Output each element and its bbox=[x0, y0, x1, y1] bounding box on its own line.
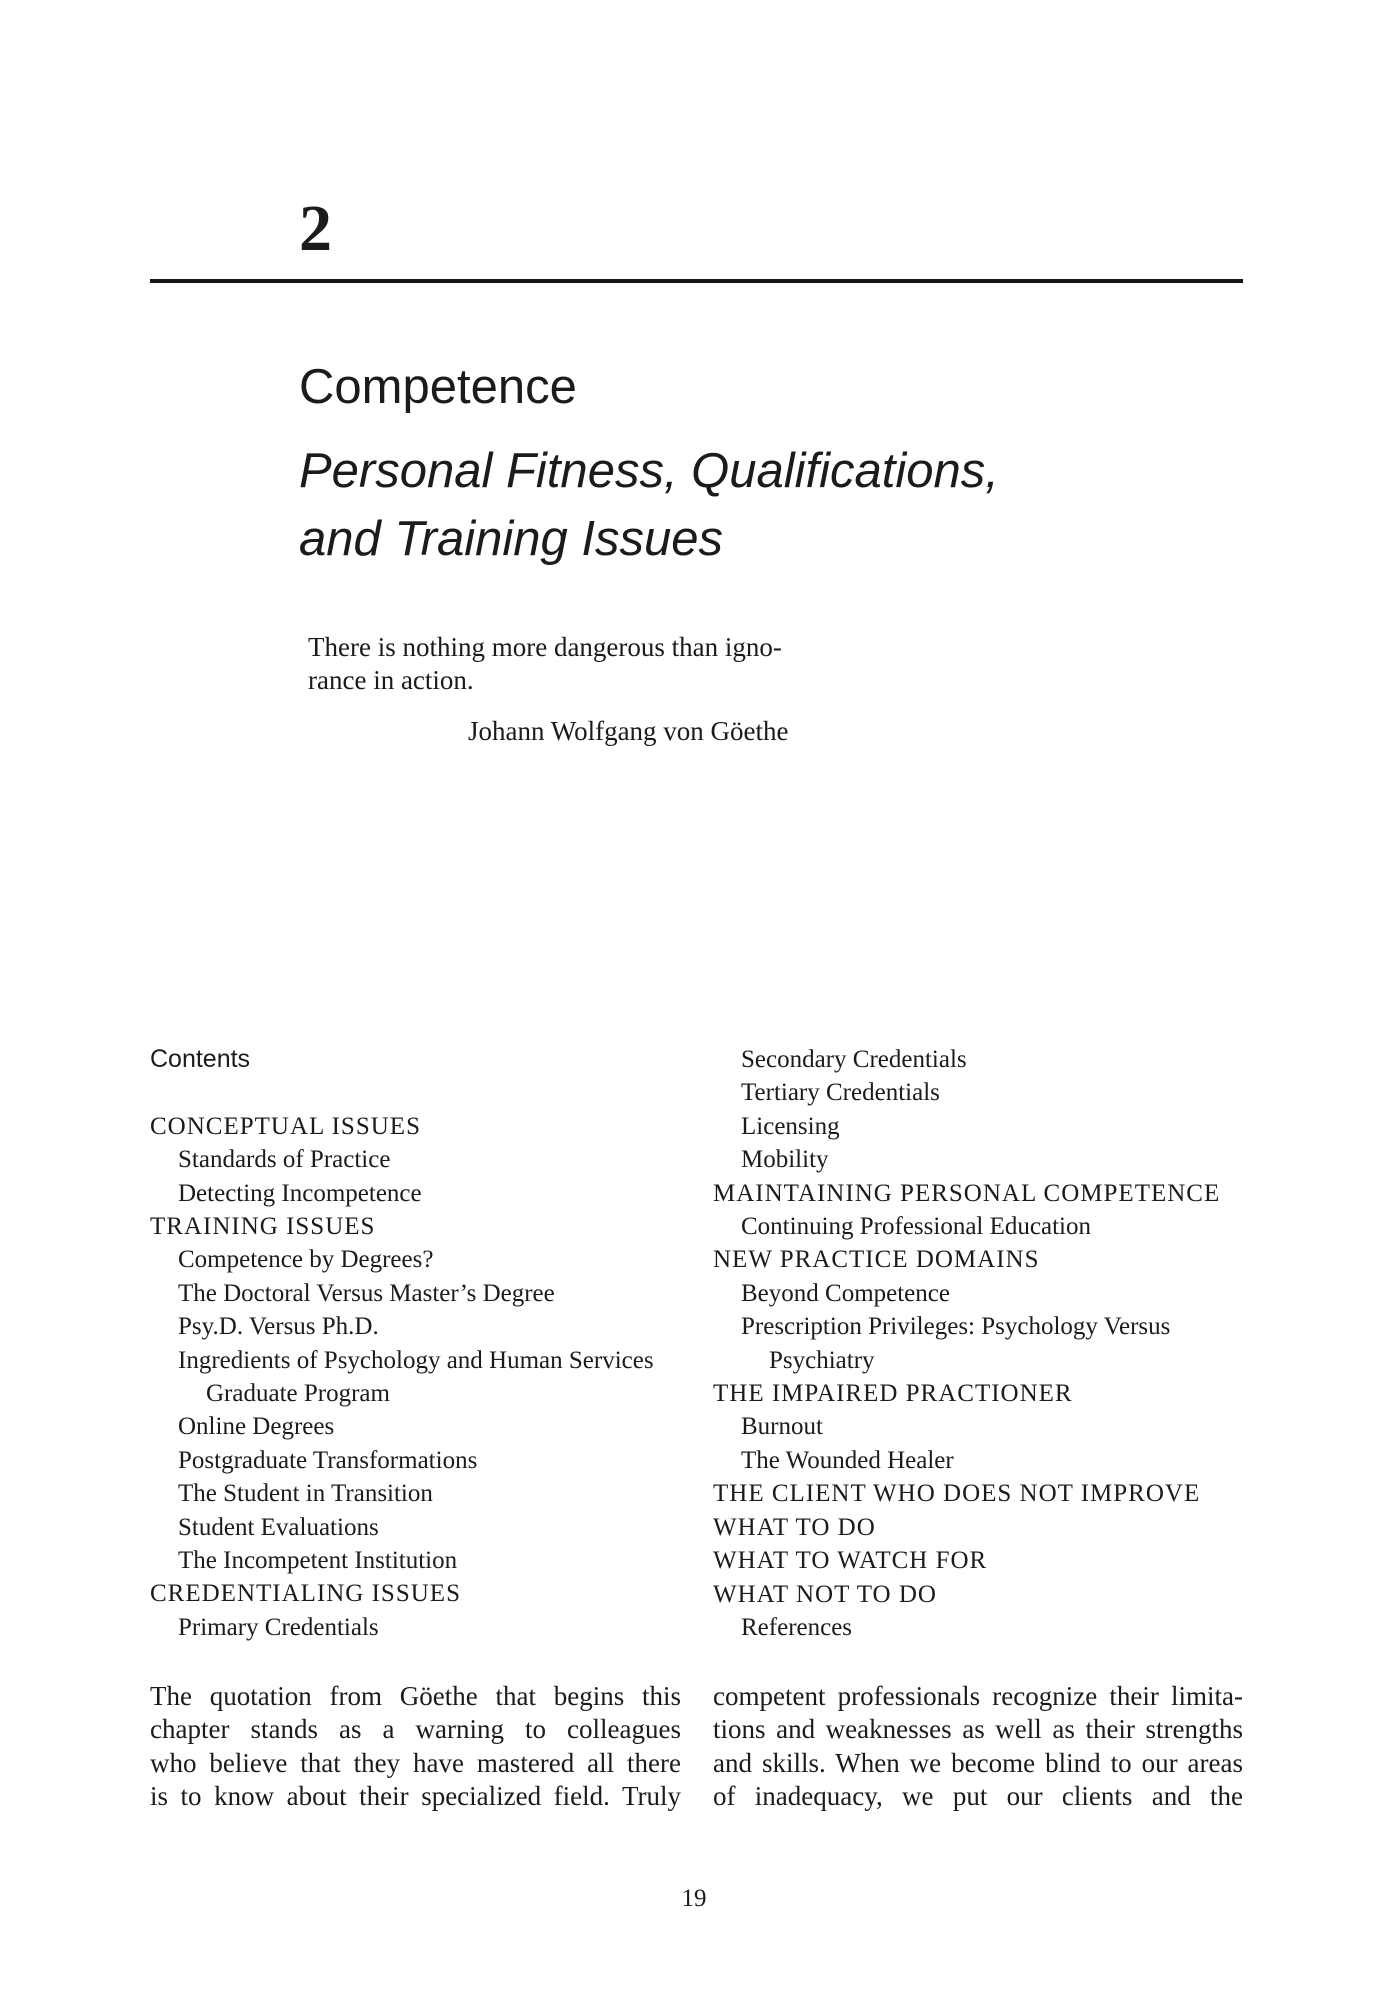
chapter-subtitle bbox=[299, 437, 999, 573]
body-line: is to know about their specialized field. Truly bbox=[150, 1781, 681, 1812]
body-line: chapter stands as a warning to colleagues bbox=[150, 1714, 681, 1745]
contents-section-heading: TRAINING ISSUES bbox=[150, 1213, 376, 1241]
contents-entry: Postgraduate Transformations bbox=[178, 1446, 478, 1474]
contents-entry: Ingredients of Psychology and Human Services bbox=[178, 1346, 654, 1374]
chapter-rule bbox=[150, 279, 1243, 283]
body-line: competent professionals recognize their limita- bbox=[713, 1681, 1243, 1711]
contents-section-heading: THE CLIENT WHO DOES NOT IMPROVE bbox=[713, 1480, 1201, 1508]
contents-entry: References bbox=[741, 1613, 853, 1641]
contents-entry: Burnout bbox=[741, 1413, 823, 1441]
body-line: and skills. When we become blind to our areas bbox=[713, 1747, 1243, 1778]
contents-section-heading: WHAT NOT TO DO bbox=[713, 1580, 937, 1608]
body-text-right-column bbox=[713, 1680, 1243, 1814]
contents-section-heading: MAINTAINING PERSONAL COMPETENCE bbox=[713, 1179, 1221, 1207]
body-line: tions and weaknesses as well as their strengths bbox=[713, 1714, 1243, 1745]
contents-entry: The Student in Transition bbox=[178, 1480, 433, 1508]
epigraph-line: There is nothing more dangerous than igno- bbox=[308, 632, 782, 662]
contents-entry: Continuing Professional Education bbox=[741, 1213, 1091, 1241]
contents-entry: Licensing bbox=[741, 1112, 840, 1140]
contents-entry: The Doctoral Versus Master’s Degree bbox=[178, 1279, 555, 1307]
contents-entry: Student Evaluations bbox=[178, 1513, 379, 1541]
body-text-left-column bbox=[150, 1680, 681, 1814]
contents-entry: The Incompetent Institution bbox=[178, 1547, 458, 1575]
contents-entry: Competence by Degrees? bbox=[178, 1246, 434, 1274]
contents-entry: Mobility bbox=[741, 1146, 829, 1174]
contents-entry: Online Degrees bbox=[178, 1413, 335, 1441]
contents-entry: Psy.D. Versus Ph.D. bbox=[178, 1313, 379, 1341]
page-number: 19 bbox=[681, 1885, 707, 1912]
contents-entry-continuation: Graduate Program bbox=[206, 1380, 390, 1408]
contents-entry: The Wounded Healer bbox=[741, 1446, 954, 1474]
contents-entry-continuation: Psychiatry bbox=[769, 1346, 875, 1374]
body-line: who believe that they have mastered all there bbox=[150, 1747, 681, 1778]
contents-section-heading: CONCEPTUAL ISSUES bbox=[150, 1112, 421, 1140]
contents-entry: Prescription Privileges: Psychology Versus bbox=[741, 1313, 1171, 1341]
chapter-subtitle-line: Personal Fitness, Qualifications, bbox=[299, 444, 999, 498]
contents-entry: Primary Credentials bbox=[178, 1613, 379, 1641]
contents-entry: Secondary Credentials bbox=[741, 1046, 967, 1073]
contents-section-heading: WHAT TO WATCH FOR bbox=[713, 1547, 988, 1575]
chapter-number: 2 bbox=[299, 192, 332, 265]
epigraph bbox=[308, 631, 782, 697]
contents-section-heading: WHAT TO DO bbox=[713, 1513, 876, 1541]
epigraph-line: rance in action. bbox=[308, 665, 474, 695]
contents-section-heading: NEW PRACTICE DOMAINS bbox=[713, 1246, 1040, 1274]
contents-entry: Detecting Incompetence bbox=[178, 1179, 422, 1207]
contents-entry: Beyond Competence bbox=[741, 1279, 950, 1307]
chapter-subtitle-line: and Training Issues bbox=[299, 512, 723, 566]
contents-right-column bbox=[713, 1043, 1220, 1644]
body-line: of inadequacy, we put our clients and the bbox=[713, 1781, 1243, 1812]
contents-entry: Standards of Practice bbox=[178, 1146, 391, 1174]
chapter-title: Competence bbox=[299, 360, 577, 414]
contents-section-heading: THE IMPAIRED PRACTIONER bbox=[713, 1380, 1073, 1408]
contents-entry: Tertiary Credentials bbox=[741, 1079, 940, 1107]
contents-section-heading: CREDENTIALING ISSUES bbox=[150, 1580, 461, 1608]
body-line: The quotation from Göethe that begins this bbox=[150, 1681, 681, 1711]
contents-heading: Contents bbox=[150, 1045, 251, 1073]
epigraph-attribution: Johann Wolfgang von Göethe bbox=[468, 716, 789, 746]
contents-left-column bbox=[150, 1043, 654, 1644]
